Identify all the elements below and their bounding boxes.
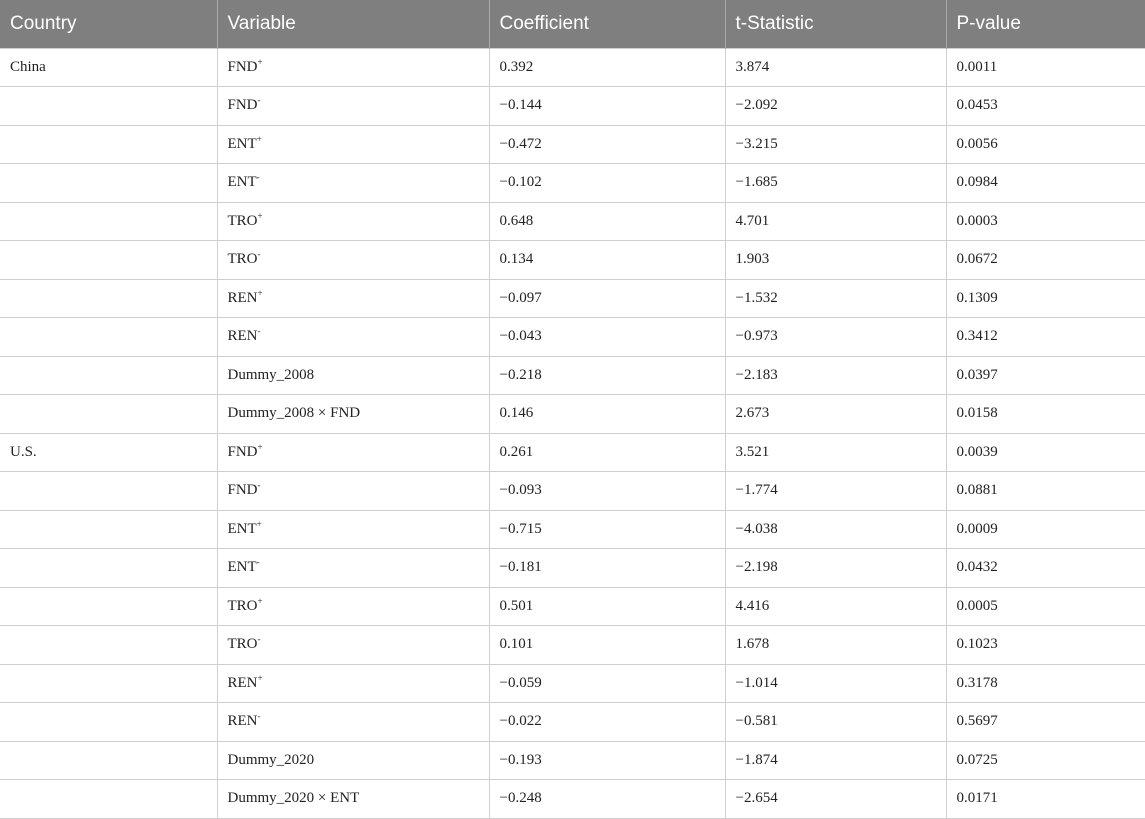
country-cell <box>0 741 217 780</box>
variable-sign: - <box>257 95 261 106</box>
variable-cell <box>217 356 489 395</box>
p-value-cell: 0.0171 <box>946 780 1145 819</box>
variable-sign: - <box>256 557 260 568</box>
p-value-cell: 0.3178 <box>946 664 1145 703</box>
country-cell <box>0 164 217 203</box>
variable-name: ENT <box>227 135 257 152</box>
t-statistic-cell: −4.038 <box>725 510 946 549</box>
coefficient-cell: −0.144 <box>489 87 725 126</box>
coefficient-cell: −0.218 <box>489 356 725 395</box>
coefficient-cell: 0.501 <box>489 587 725 626</box>
variable-name: Dummy_2008 × FND <box>227 405 361 422</box>
t-statistic-cell: −0.581 <box>725 703 946 742</box>
country-cell <box>0 664 217 703</box>
variable-name: REN <box>227 289 258 306</box>
t-statistic-cell: 3.521 <box>725 433 946 472</box>
p-value-cell: 0.0011 <box>946 48 1145 87</box>
country-cell <box>0 549 217 588</box>
t-statistic-cell: −1.874 <box>725 741 946 780</box>
variable-sign: - <box>257 326 261 337</box>
variable-sign: + <box>257 595 263 606</box>
variable-sign: - <box>256 172 260 183</box>
coefficient-cell: 0.648 <box>489 202 725 241</box>
p-value-cell: 0.0056 <box>946 125 1145 164</box>
variable-name: Dummy_2008 <box>227 366 315 383</box>
t-statistic-cell: −2.654 <box>725 780 946 819</box>
variable-sign: - <box>257 634 261 645</box>
variable-cell <box>217 125 489 164</box>
variable-sign: + <box>257 287 263 298</box>
variable-cell <box>217 626 489 665</box>
p-value-cell: 0.0158 <box>946 395 1145 434</box>
variable-sign: - <box>257 249 261 260</box>
variable-name: ENT <box>227 174 257 191</box>
p-value-cell: 0.1023 <box>946 626 1145 665</box>
t-statistic-cell: −1.685 <box>725 164 946 203</box>
variable-name: FND <box>227 482 258 499</box>
coefficient-cell: −0.059 <box>489 664 725 703</box>
header-t-statistic: t-Statistic <box>725 0 946 48</box>
header-coefficient: Coefficient <box>489 0 725 48</box>
coefficient-cell: 0.146 <box>489 395 725 434</box>
t-statistic-cell: 3.874 <box>725 48 946 87</box>
variable-name: TRO <box>227 636 258 653</box>
p-value-cell: 0.3412 <box>946 318 1145 357</box>
variable-cell <box>217 549 489 588</box>
coefficient-cell: −0.043 <box>489 318 725 357</box>
header-country: Country <box>0 0 217 48</box>
p-value-cell: 0.0003 <box>946 202 1145 241</box>
coefficient-cell: −0.097 <box>489 279 725 318</box>
table-row <box>0 549 1145 588</box>
country-cell: U.S. <box>0 433 217 472</box>
variable-name: FND <box>227 443 258 460</box>
table-row <box>0 587 1145 626</box>
variable-sign: + <box>257 210 263 221</box>
header-p-value: P-value <box>946 0 1145 48</box>
variable-cell <box>217 48 489 87</box>
variable-name: Dummy_2020 <box>227 751 315 768</box>
table-row <box>0 87 1145 126</box>
table-row <box>0 279 1145 318</box>
variable-sign: + <box>256 133 262 144</box>
variable-name: TRO <box>227 251 258 268</box>
header-variable: Variable <box>217 0 489 48</box>
table-row <box>0 626 1145 665</box>
country-cell <box>0 472 217 511</box>
t-statistic-cell: −1.014 <box>725 664 946 703</box>
variable-name: REN <box>227 674 258 691</box>
t-statistic-cell: −1.532 <box>725 279 946 318</box>
country-cell: China <box>0 48 217 87</box>
p-value-cell: 0.0881 <box>946 472 1145 511</box>
coefficient-cell: −0.102 <box>489 164 725 203</box>
p-value-cell: 0.0005 <box>946 587 1145 626</box>
table-row <box>0 741 1145 780</box>
p-value-cell: 0.0984 <box>946 164 1145 203</box>
t-statistic-cell: −2.198 <box>725 549 946 588</box>
t-statistic-cell: −2.092 <box>725 87 946 126</box>
country-cell <box>0 279 217 318</box>
variable-cell <box>217 780 489 819</box>
p-value-cell: 0.0672 <box>946 241 1145 280</box>
table-body <box>0 48 1145 818</box>
coefficient-cell: −0.022 <box>489 703 725 742</box>
variable-cell <box>217 433 489 472</box>
country-cell <box>0 626 217 665</box>
t-statistic-cell: 1.903 <box>725 241 946 280</box>
coefficient-cell: −0.181 <box>489 549 725 588</box>
variable-name: FND <box>227 97 258 114</box>
variable-name: Dummy_2020 × ENT <box>227 790 360 807</box>
country-cell <box>0 780 217 819</box>
variable-sign: - <box>257 711 261 722</box>
variable-cell <box>217 395 489 434</box>
variable-cell <box>217 241 489 280</box>
t-statistic-cell: 1.678 <box>725 626 946 665</box>
variable-cell <box>217 587 489 626</box>
table-row <box>0 664 1145 703</box>
t-statistic-cell: −2.183 <box>725 356 946 395</box>
table-row <box>0 395 1145 434</box>
coefficient-cell: −0.715 <box>489 510 725 549</box>
table-row <box>0 318 1145 357</box>
t-statistic-cell: −3.215 <box>725 125 946 164</box>
p-value-cell: 0.0453 <box>946 87 1145 126</box>
coefficient-cell: −0.248 <box>489 780 725 819</box>
table-row <box>0 472 1145 511</box>
variable-name: ENT <box>227 520 257 537</box>
variable-cell <box>217 741 489 780</box>
coefficient-cell: −0.193 <box>489 741 725 780</box>
variable-cell <box>217 510 489 549</box>
country-cell <box>0 202 217 241</box>
variable-name: FND <box>227 58 258 75</box>
coefficient-cell: 0.101 <box>489 626 725 665</box>
p-value-cell: 0.0039 <box>946 433 1145 472</box>
country-cell <box>0 318 217 357</box>
country-cell <box>0 703 217 742</box>
p-value-cell: 0.0397 <box>946 356 1145 395</box>
table-row <box>0 241 1145 280</box>
table-row <box>0 125 1145 164</box>
coefficient-cell: −0.093 <box>489 472 725 511</box>
p-value-cell: 0.0725 <box>946 741 1145 780</box>
p-value-cell: 0.0009 <box>946 510 1145 549</box>
country-cell <box>0 87 217 126</box>
variable-name: TRO <box>227 212 258 229</box>
table-row <box>0 48 1145 87</box>
coefficient-cell: 0.261 <box>489 433 725 472</box>
header-row <box>0 0 1145 48</box>
t-statistic-cell: −0.973 <box>725 318 946 357</box>
variable-sign: + <box>257 56 263 67</box>
country-cell <box>0 241 217 280</box>
variable-sign: + <box>257 672 263 683</box>
t-statistic-cell: 4.701 <box>725 202 946 241</box>
p-value-cell: 0.0432 <box>946 549 1145 588</box>
variable-name: REN <box>227 328 258 345</box>
table-row <box>0 510 1145 549</box>
variable-cell <box>217 164 489 203</box>
coefficient-cell: 0.392 <box>489 48 725 87</box>
variable-cell <box>217 472 489 511</box>
variable-cell <box>217 664 489 703</box>
p-value-cell: 0.5697 <box>946 703 1145 742</box>
country-cell <box>0 510 217 549</box>
variable-cell <box>217 87 489 126</box>
table-row <box>0 780 1145 819</box>
table-header <box>0 0 1145 48</box>
variable-name: REN <box>227 713 258 730</box>
country-cell <box>0 395 217 434</box>
table-row <box>0 703 1145 742</box>
t-statistic-cell: 2.673 <box>725 395 946 434</box>
table-row <box>0 164 1145 203</box>
variable-name: ENT <box>227 559 257 576</box>
coefficient-cell: −0.472 <box>489 125 725 164</box>
variable-cell <box>217 279 489 318</box>
t-statistic-cell: 4.416 <box>725 587 946 626</box>
variable-name: TRO <box>227 597 258 614</box>
variable-cell <box>217 318 489 357</box>
country-cell <box>0 356 217 395</box>
country-cell <box>0 587 217 626</box>
country-cell <box>0 125 217 164</box>
variable-cell <box>217 703 489 742</box>
table-row <box>0 433 1145 472</box>
table-row <box>0 202 1145 241</box>
variable-sign: + <box>257 441 263 452</box>
table-row <box>0 356 1145 395</box>
variable-sign: + <box>256 518 262 529</box>
p-value-cell: 0.1309 <box>946 279 1145 318</box>
variable-sign: - <box>257 480 261 491</box>
t-statistic-cell: −1.774 <box>725 472 946 511</box>
coefficient-cell: 0.134 <box>489 241 725 280</box>
variable-cell <box>217 202 489 241</box>
